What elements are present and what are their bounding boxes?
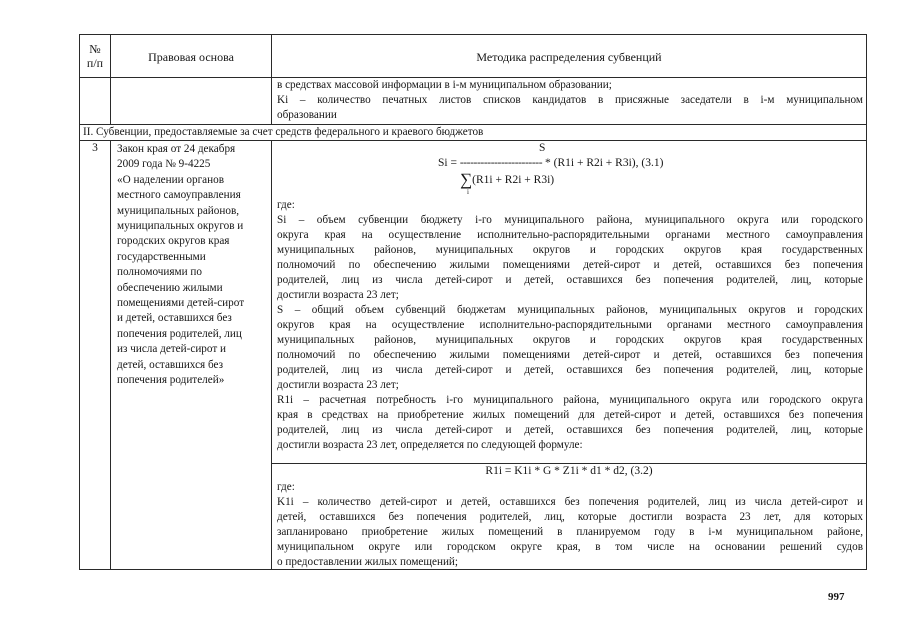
definition-line: достигли возраста 23 лет, определяется по следующей формуле: (277, 439, 583, 451)
col1-divider-bottom (110, 140, 111, 570)
legal-basis-text (117, 142, 267, 389)
legal-basis-line: Закон края от 24 декабря (117, 143, 236, 155)
table-left-border (79, 34, 80, 570)
definition-line: полномочий по обеспечению жилыми помещениями детей-сирот и детей, оставшихся без попечения (277, 349, 863, 361)
definition-line: полномочий по обеспечению жилыми помещениями детей-сирот и детей, оставшихся без попечения (277, 259, 863, 271)
col2-divider-bottom (271, 140, 272, 570)
legal-basis-line: «О наделении органов (117, 173, 224, 186)
formula2-row-border (271, 463, 867, 464)
definition-line: родителей, лиц из числа детей-сирот и детей, оставшихся без попечения родителей, лиц, которые (277, 424, 863, 436)
definition-line: K1i – количество детей-сирот и детей, оставшихся без попечения родителей, лиц из числа детей-сирот и (277, 496, 863, 508)
col2-divider-top (271, 34, 272, 125)
where-label-2: где: (277, 481, 295, 493)
header-legal-basis: Правовая основа (148, 50, 234, 64)
sigma-icon: ∑ (460, 170, 473, 189)
formula-denominator-expr: (R1i + R2i + R3i) (472, 174, 555, 186)
legal-basis-line: детей, оставшихся без (117, 358, 224, 371)
formula-fraction-bar: ------------------------ (459, 157, 543, 169)
header-number-cell (80, 42, 110, 70)
definition-line: запланировано приобретение жилых помещений в планируемом году в i-м муниципальном районе, (277, 526, 863, 538)
formula-main-line (438, 157, 663, 169)
definition-line: достигли возраста 23 лет; (277, 289, 399, 301)
header-methodology: Методика распределения субвенций (476, 50, 662, 64)
definition-line: муниципальных районов, муниципальных округов и городских округов края государственных (277, 244, 863, 256)
section-bottom-border (79, 140, 867, 141)
continuation-line: Ki – количество печатных листов списков кандидатов в присяжные заседатели в i-м муниципальном (277, 94, 863, 106)
table-right-border (866, 34, 867, 570)
row-number: 3 (92, 142, 98, 154)
definition-line: муниципальном округе или городском округе края, в том числе на основании решений судов (277, 541, 863, 553)
legal-basis-line: помещениями детей-сирот (117, 297, 245, 310)
header-number-abbr: п/п (86, 56, 104, 70)
formula-numerator: S (539, 142, 546, 154)
legal-basis-line: государственными (117, 250, 206, 263)
header-number-symbol: № (89, 42, 101, 56)
definition-line: о предоставлении жилых помещений; (277, 556, 459, 568)
definition-line: муниципальных районов, муниципальных округов и городских округов края государственных (277, 334, 863, 346)
legal-basis-line: муниципальных районов, (117, 204, 240, 217)
formula-3-1 (272, 142, 866, 198)
section-title: II. Субвенции, предоставляемые за счет средств федерального и краевого бюджетов (83, 126, 484, 138)
table-top-border (79, 34, 867, 35)
legal-basis-line: обеспечению жилыми (117, 281, 223, 294)
definition-line: детей, оставшихся без попечения родителей, лиц, которые достигли возраста 23 лет, для которых (277, 511, 863, 523)
continuation-line: образовании (277, 109, 337, 121)
legal-basis-line: городских округов края (117, 235, 230, 248)
legal-basis-line: полномочиями по (117, 266, 202, 279)
definition-line: родителей, лиц из числа детей-сирот и детей, оставшихся без попечения родителей, лиц, которые (277, 274, 863, 286)
legal-basis-line: и детей, оставшихся без (117, 312, 232, 325)
legal-basis-line: 2009 года № 9-4225 (117, 158, 211, 171)
formula-lhs: Si = (438, 157, 460, 169)
definition-line: достигли возраста 23 лет; (277, 379, 399, 391)
col1-divider-top (110, 34, 111, 125)
continuation-text (277, 78, 863, 123)
definition-line: края в средствах на приобретение жилых помещений для детей-сирот и детей, оставшихся без попечения (277, 409, 863, 421)
definitions-block-2 (277, 495, 863, 570)
definition-line: Si – объем субвенции бюджету i-го муниципального района, муниципального округа или городского (277, 214, 863, 226)
legal-basis-line: попечения родителей, лиц (117, 327, 242, 340)
continuation-line: в средствах массовой информации в i-м муниципальном образовании; (277, 79, 612, 91)
sigma-index: i (467, 188, 469, 196)
definition-line: округов края на осуществление исполнительно-распорядительными органами местного самоуправления (277, 319, 863, 331)
formula-denominator (460, 170, 554, 190)
page-number: 997 (828, 591, 845, 603)
legal-basis-line: местного самоуправления (117, 189, 241, 202)
where-label-1: где: (277, 199, 295, 211)
formula-3-2: R1i = K1i * G * Z1i * d1 * d2, (3.2) (485, 465, 653, 477)
definition-line: округа края на осуществление исполнительно-распорядительными органами местного самоуправления (277, 229, 863, 241)
definition-line: R1i – расчетная потребность i-го муниципального района, муниципального округа или городского округа (277, 394, 863, 406)
definitions-block-1 (277, 213, 863, 453)
formula-rhs: * (R1i + R2i + R3i), (3.1) (542, 157, 664, 169)
legal-basis-line: муниципальных округов и (117, 220, 244, 233)
legal-basis-line: попечения родителей» (117, 374, 225, 387)
definition-line: S – общий объем субвенций бюджетам муниципальных районов, муниципальных округов и городских (277, 304, 863, 316)
definition-line: родителей, лиц из числа детей-сирот и детей, оставшихся без попечения родителей, лиц, которые (277, 364, 863, 376)
legal-basis-line: из числа детей-сирот и (117, 343, 227, 356)
